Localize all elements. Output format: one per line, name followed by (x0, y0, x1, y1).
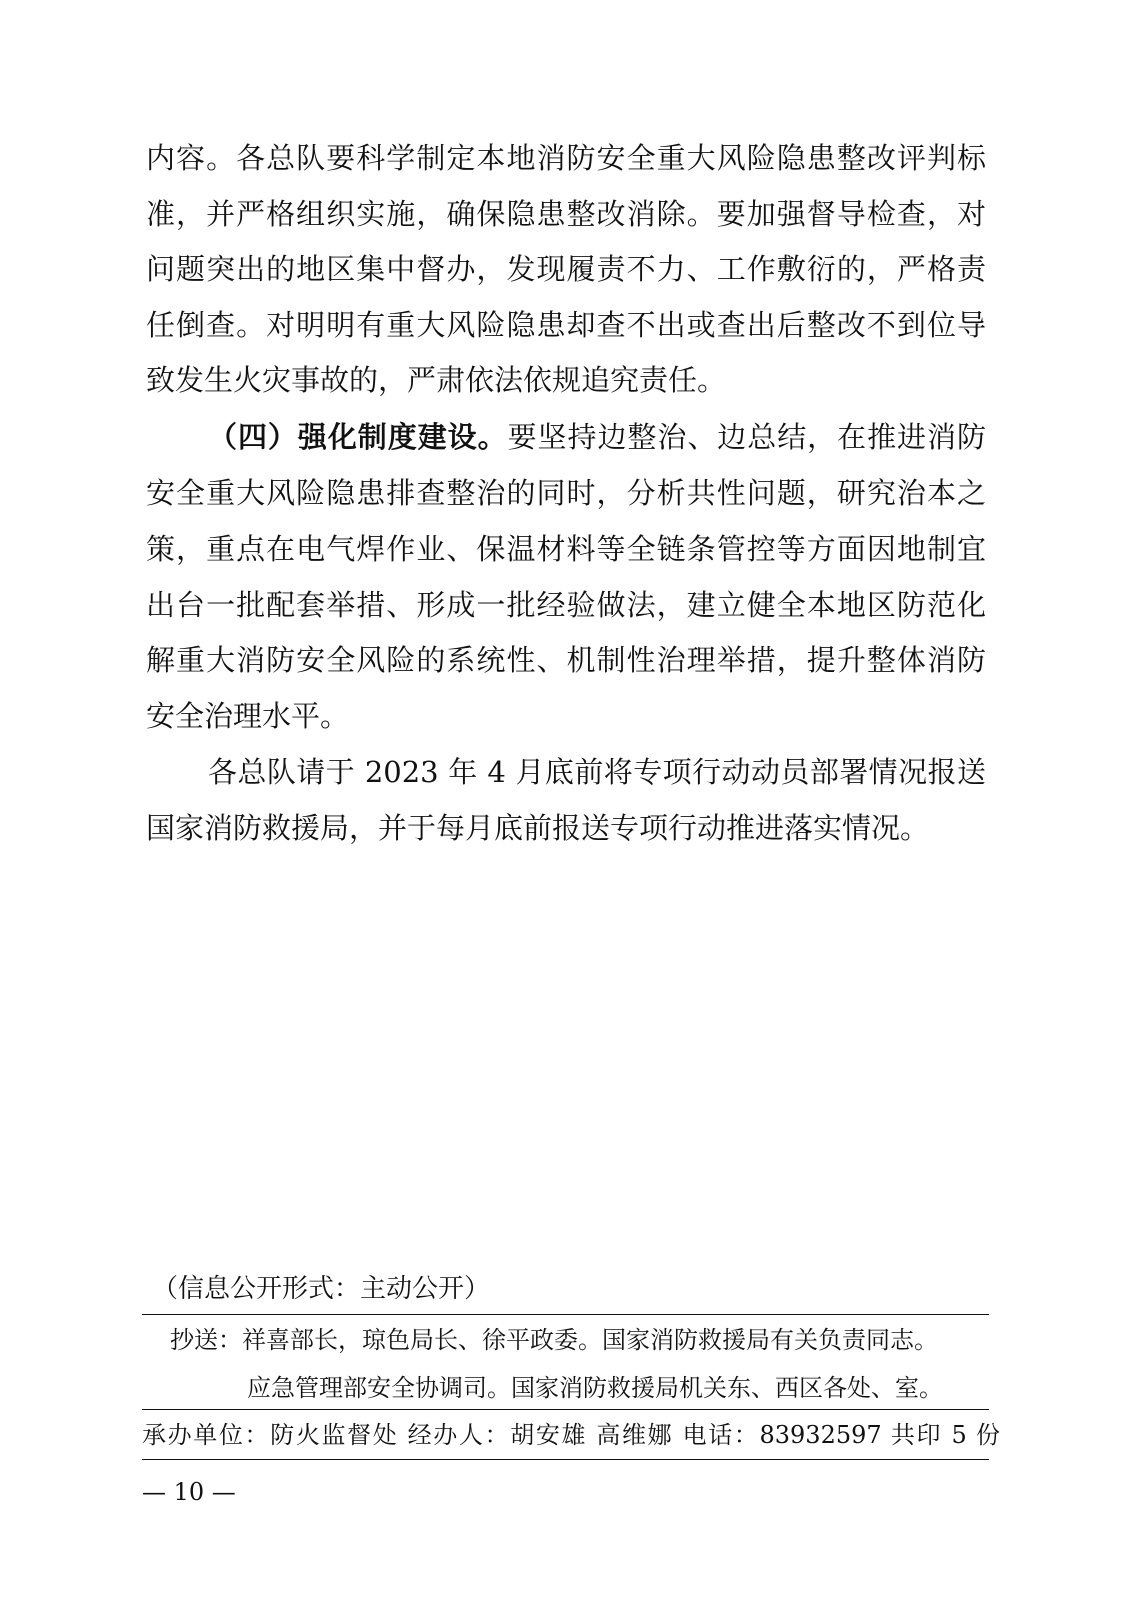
cc-line: 应急管理部安全协调司。国家消防救援局机关东、西区各处、室。 (247, 1374, 943, 1402)
body-line: 解重大消防安全风险的系统性、机制性治理举措，提升整体消防 (146, 643, 986, 677)
divider-line (142, 1459, 989, 1460)
body-line: 策，重点在电气焊作业、保温材料等全链条管控等方面因地制宜 (146, 532, 986, 566)
body-line: 准，并严格组织实施，确保隐患整改消除。要加强督导检查，对 (146, 197, 986, 231)
body-line: 内容。各总队要科学制定本地消防安全重大风险隐患整改评判标 (146, 141, 986, 175)
body-line: 任倒查。对明明有重大风险隐患却查不出或查出后整改不到位导 (146, 308, 986, 342)
cc-line: 抄送：祥喜部长，琼色局长、徐平政委。国家消防救援局有关负责同志。 (170, 1326, 938, 1354)
body-line: 出台一批配套举措、形成一批经验做法，建立健全本地区防范化 (146, 588, 986, 622)
section-4-heading: （四）强化制度建设。 (208, 420, 508, 454)
disclosure-note: （信息公开形式：主动公开） (152, 1274, 491, 1304)
divider-line (142, 1314, 989, 1315)
section-4-text: 要坚持边整治、边总结，在推进消防 (507, 420, 986, 454)
closing-line: 国家消防救援局，并于每月底前报送专项行动推进落实情况。 (146, 811, 930, 845)
section-4-first-line (208, 419, 986, 455)
body-line: 致发生火灾事故的，严肃依法依规追究责任。 (146, 363, 727, 397)
divider-line (142, 1409, 989, 1410)
page-number: — 10 — (142, 1478, 236, 1506)
closing-line: 各总队请于 2023 年 4 月底前将专项行动动员部署情况报送 (208, 755, 986, 789)
body-line: 安全重大风险隐患排查整治的同时，分析共性问题，研究治本之 (146, 476, 986, 510)
body-line: 问题突出的地区集中督办，发现履责不力、工作敷衍的，严格责 (146, 252, 986, 286)
body-line: 安全治理水平。 (146, 699, 350, 733)
issuer-footer: 承办单位：防火监督处 经办人：胡安雄 高维娜 电话：83932597 共印 5 份 (142, 1421, 1000, 1449)
